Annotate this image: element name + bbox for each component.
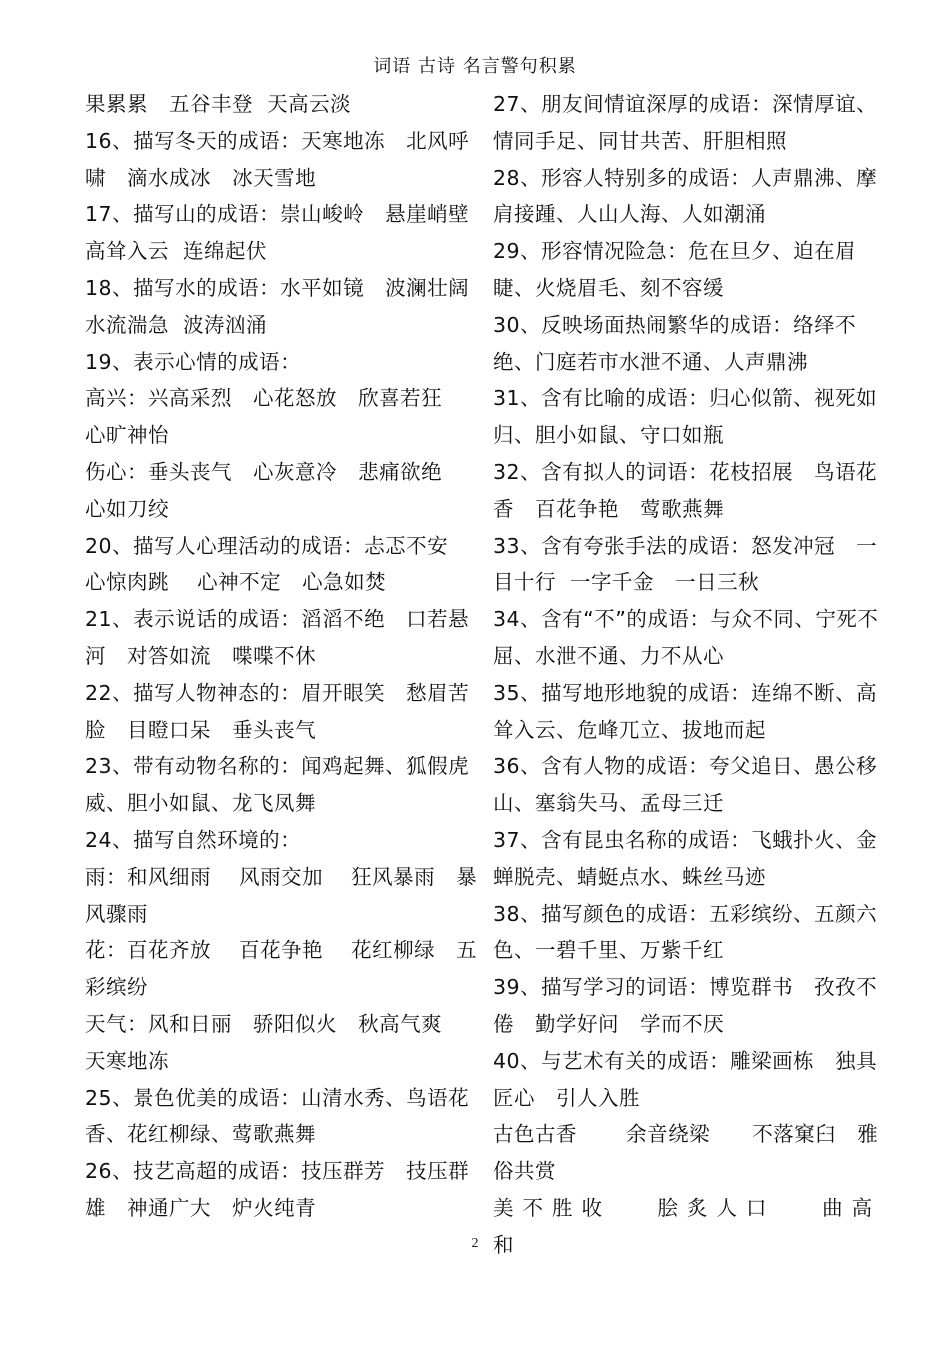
text-line: 22、描写人物神态的：眉开眼笑 愁眉苦脸 目瞪口呆 垂头丧气 [85,680,470,742]
text-line: 雨：和风细雨 风雨交加 狂风暴雨 暴风骤雨 [85,864,478,926]
text-line: 37、含有昆虫名称的成语：飞蛾扑火、金蝉脱壳、蜻蜓点水、蛛丝马迹 [493,827,878,889]
text-line: 35、描写地形地貌的成语：连绵不断、高耸入云、危峰兀立、拔地而起 [493,680,878,742]
page-header: 词语 古诗 名言警句积累 [373,56,577,77]
text-line: 果累累 五谷丰登 天高云淡 [85,92,352,116]
left-column [85,86,491,1227]
text-line: 40、与艺术有关的成语：雕梁画栋 独具匠心 引人入胜 [493,1048,878,1110]
text-line: 30、反映场面热闹繁华的成语：络绎不绝、门庭若市水泄不通、人声鼎沸 [493,312,857,374]
text-line: 39、描写学习的词语：博览群书 孜孜不倦 勤学好问 学而不厌 [493,975,878,1036]
text-line: 26、技艺高超的成语：技压群芳 技压群雄 神通广大 炉火纯青 [85,1159,470,1220]
text-line: 18、描写水的成语：水平如镜 波澜壮阔 水流湍急 波涛汹涌 [85,275,491,337]
text-line: 24、描写自然环境的： [85,827,302,852]
text-line: 古色古香 余音绕梁 不落窠臼 雅俗共赏 [493,1122,879,1184]
text-line: 20、描写人心理活动的成语：忐忑不安 心惊肉跳 心神不定 心急如焚 [85,533,470,595]
text-line: 36、含有人物的成语：夸父追日、愚公移山、塞翁失马、孟母三迁 [493,754,878,816]
text-line: 29、形容情况险急：危在旦夕、迫在眉睫、火烧眉毛、刻不容缓 [493,239,857,300]
text-line: 花：百花齐放 百花争艳 花红柳绿 五彩缤纷 [85,938,478,1000]
text-line: 34、含有“不”的成语：与众不同、宁死不屈、水泄不通、力不从心 [493,607,879,668]
text-line: 27、朋友间情谊深厚的成语：深情厚谊、情同手足、同甘共苦、肝胆相照 [493,92,878,153]
text-line: 美不胜收 脍炙人口 曲高和 [493,1195,882,1257]
text-line: 16、描写冬天的成语：天寒地冻 北风呼啸 滴水成冰 冰天雪地 [85,128,470,190]
text-line: 伤心：垂头丧气 心灰意冷 悲痛欲绝 心如刀绞 [85,459,464,521]
text-line: 高兴：兴高采烈 心花怒放 欣喜若狂 心旷神怡 [85,386,464,448]
text-line: 33、含有夸张手法的成语：怒发冲冠 一目十行 一字千金 一日三秋 [493,533,878,595]
text-line: 28、形容人特别多的成语：人声鼎沸、摩肩接踵、人山人海、人如潮涌 [493,165,878,227]
text-line: 19、表示心情的成语： [85,349,302,374]
text-line: 31、含有比喻的成语：归心似箭、视死如归、胆小如鼠、守口如瓶 [493,386,878,448]
text-line: 38、描写颜色的成语：五彩缤纷、五颜六色、一碧千里、万紫千红 [493,901,878,963]
text-line: 天气：风和日丽 骄阳似火 秋高气爽 天寒地冻 [85,1011,464,1073]
right-column [493,86,883,1264]
text-line: 17、描写山的成语：崇山峻岭 悬崖峭壁 高耸入云 连绵起伏 [85,202,491,264]
page-number: 2 [471,1236,479,1251]
text-line: 25、景色优美的成语：山清水秀、鸟语花香、花红柳绿、莺歌燕舞 [85,1085,470,1147]
text-line: 23、带有动物名称的：闻鸡起舞、狐假虎威、胆小如鼠、龙飞凤舞 [85,754,470,816]
text-line: 21、表示说话的成语：滔滔不绝 口若悬河 对答如流 喋喋不休 [85,607,470,668]
text-line: 32、含有拟人的词语：花枝招展 鸟语花香 百花争艳 莺歌燕舞 [493,459,878,521]
